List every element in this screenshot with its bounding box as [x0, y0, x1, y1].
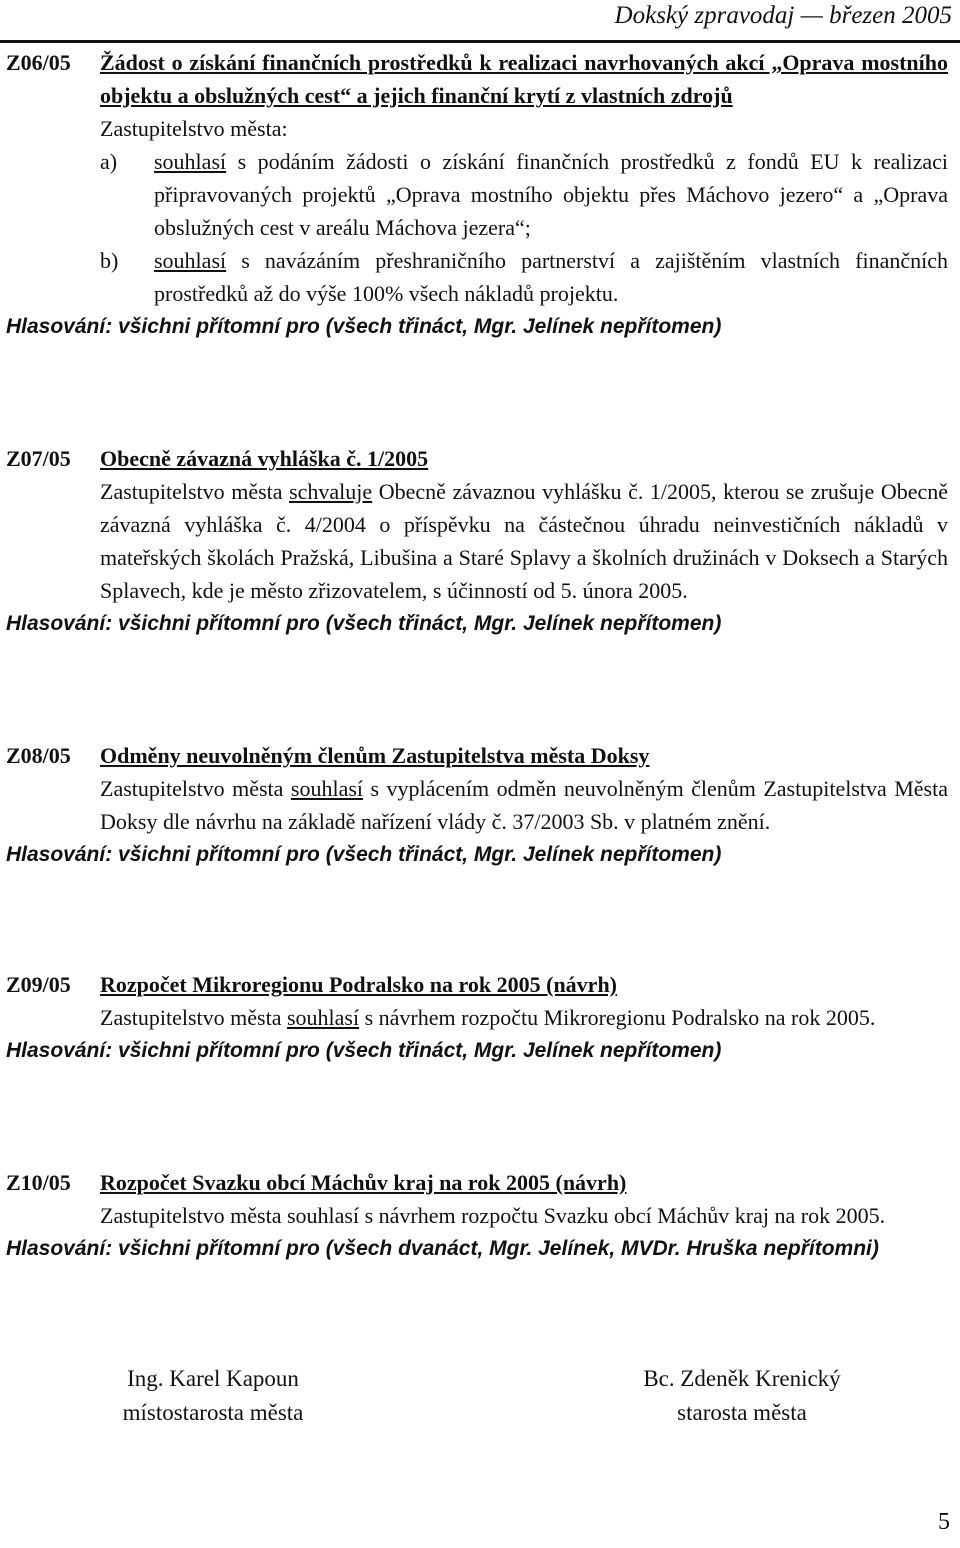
resolution-z07	[0, 442, 960, 640]
resolution-keyword: souhlasí	[290, 776, 364, 801]
resolution-text	[100, 475, 948, 607]
vote-result: Hlasování: všichni přítomní pro (všech třináct, Mgr. Jelínek nepřítomen)	[6, 843, 722, 866]
vote-result: Hlasování: všichni přítomní pro (všech třináct, Mgr. Jelínek nepřítomen)	[6, 1039, 722, 1062]
vote-result: Hlasování: všichni přítomní pro (všech třináct, Mgr. Jelínek nepřítomen)	[6, 315, 722, 338]
resolution-intro: Zastupitelstvo města:	[100, 116, 288, 141]
resolution-title: Rozpočet Mikroregionu Podralsko na rok 2005 (návrh)	[100, 972, 618, 997]
item-keyword: souhlasí	[154, 149, 227, 174]
signature-deputy-mayor	[98, 1362, 328, 1430]
text-lead: Zastupitelstvo města	[100, 1005, 287, 1030]
item-text	[154, 145, 948, 244]
resolution-title: Obecně závazná vyhláška č. 1/2005	[100, 446, 429, 471]
item-body: s podáním žádosti o získání finančních prostředků z fondů EU k realizaci připravovaných projektů „Oprava mostního objektu přes Máchovo jezero“ a „Oprava obslužných cest v areálu Máchova jezera“;	[154, 149, 948, 240]
text-lead: Zastupitelstvo města	[100, 776, 291, 801]
resolution-title: Žádost o získání finančních prostředků k realizaci navrhovaných akcí „Oprava mostního objektu a obslužných cest“ a jejich finanční krytí z vlastních zdrojů	[100, 50, 948, 108]
resolution-number: Z09/05	[6, 972, 71, 997]
text-body: s vyplácením odměn neuvolněným členům Zastupitelstva Města Doksy dle návrhu na základě nařízení vlády č. 37/2003 Sb. v platném znění.	[100, 776, 948, 834]
text-lead: Zastupitelstvo města	[100, 479, 290, 504]
resolution-number: Z06/05	[6, 50, 71, 75]
item-text	[154, 244, 948, 310]
resolution-text	[100, 1001, 948, 1034]
resolution-number: Z08/05	[6, 743, 71, 768]
vote-result: Hlasování: všichni přítomní pro (všech třináct, Mgr. Jelínek nepřítomen)	[6, 612, 722, 635]
resolution-title: Rozpočet Svazku obcí Máchův kraj na rok 2005 (návrh)	[100, 1170, 627, 1195]
vote-result: Hlasování: všichni přítomní pro (všech dvanáct, Mgr. Jelínek, MVDr. Hruška nepřítomni)	[6, 1237, 879, 1260]
resolution-text: Zastupitelstvo města souhlasí s návrhem rozpočtu Svazku obcí Máchův kraj na rok 2005.	[100, 1203, 886, 1228]
signatory-role: starosta města	[677, 1400, 807, 1425]
resolution-text	[100, 772, 948, 838]
resolution-number: Z10/05	[6, 1170, 71, 1195]
signatory-name: Ing. Karel Kapoun	[127, 1366, 299, 1391]
signature-mayor	[612, 1362, 872, 1430]
item-label: a)	[100, 149, 118, 174]
resolution-item-a	[100, 145, 948, 244]
resolution-title: Odměny neuvolněným členům Zastupitelstva města Doksy	[100, 743, 650, 768]
resolution-keyword: schvaluje	[289, 479, 373, 504]
resolution-keyword: souhlasí	[286, 1005, 360, 1030]
text-body: Obecně závaznou vyhlášku č. 1/2005, kterou se zrušuje Obecně závazná vyhláška č. 4/2004 o příspěvku na částečnou úhradu neinvestičních nákladů v mateřských školách Pražská, Libušina a Staré Splavy a školních družinách v Doksech a Starých Splavech, kde je město zřizovatelem, s účinností od 5. února 2005.	[100, 479, 949, 603]
text-body: s návrhem rozpočtu Mikroregionu Podralsko na rok 2005.	[359, 1005, 876, 1030]
resolution-z06	[0, 46, 960, 343]
resolution-z09	[0, 968, 960, 1067]
item-keyword: souhlasí	[154, 248, 227, 273]
publication-header: Dokský zpravodaj — březen 2005	[614, 2, 952, 29]
page-number: 5	[938, 1509, 950, 1535]
header-rule	[0, 40, 960, 43]
resolution-z08	[0, 739, 960, 871]
item-label: b)	[100, 248, 119, 273]
resolution-z10	[0, 1166, 960, 1265]
resolution-item-b	[100, 244, 948, 310]
item-body: s navázáním přeshraničního partnerství a zajištěním vlastních finančních prostředků až do výše 100% všech nákladů projektu.	[154, 248, 948, 306]
signatory-role: místostarosta města	[122, 1400, 304, 1425]
signatory-name: Bc. Zdeněk Krenický	[643, 1366, 841, 1391]
resolution-number: Z07/05	[6, 446, 71, 471]
